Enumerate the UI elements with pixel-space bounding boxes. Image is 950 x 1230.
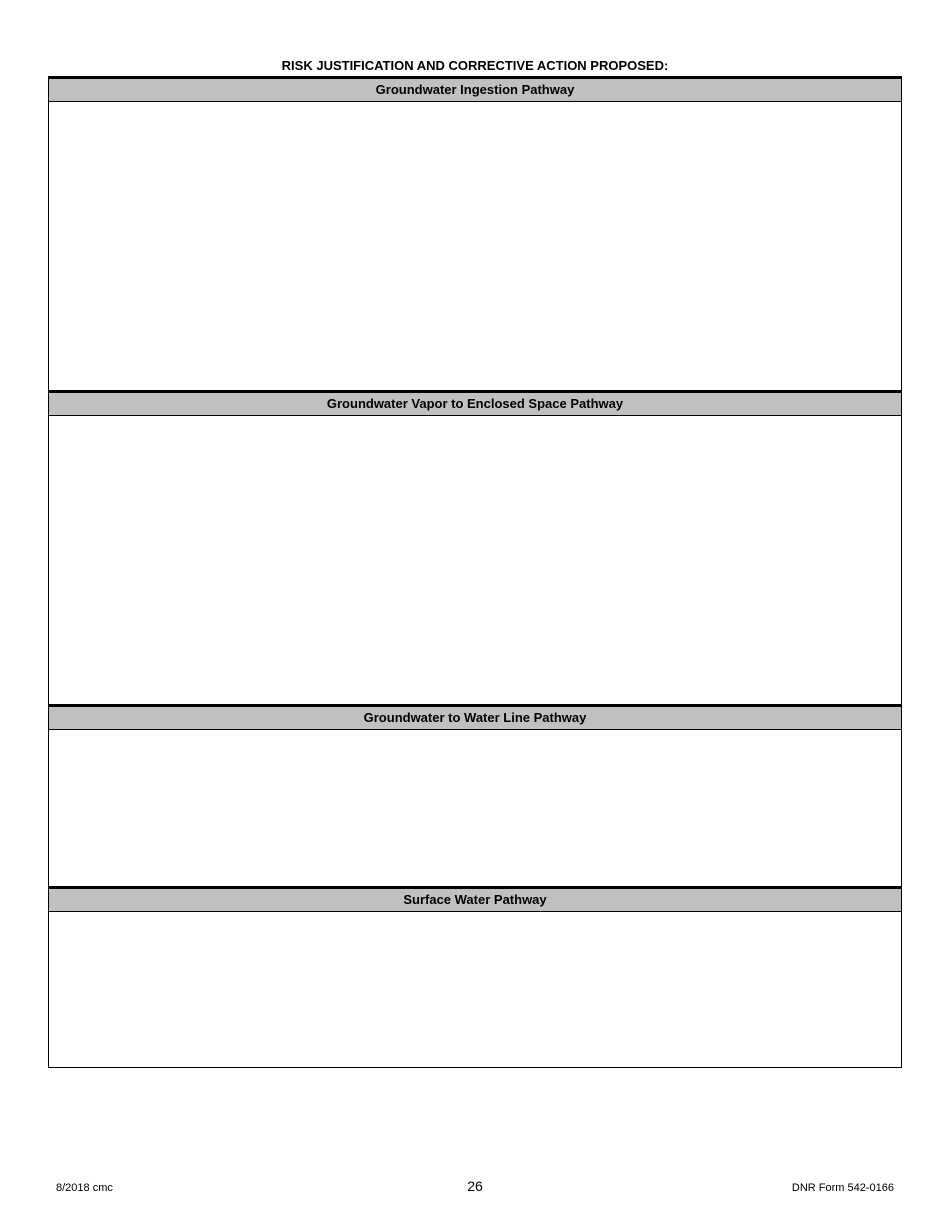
section-header-surface-water: Surface Water Pathway: [49, 886, 901, 912]
groundwater-ingestion-text-field[interactable]: [49, 102, 901, 390]
form-title: RISK JUSTIFICATION AND CORRECTIVE ACTION PROPOSED:: [281, 58, 669, 73]
section-groundwater-ingestion: [49, 76, 901, 390]
section-groundwater-vapor: [49, 390, 901, 704]
surface-water-text-field[interactable]: [49, 912, 901, 1067]
section-header-groundwater-water-line: Groundwater to Water Line Pathway: [49, 704, 901, 730]
section-header-groundwater-vapor: Groundwater Vapor to Enclosed Space Pathway: [49, 390, 901, 416]
groundwater-vapor-text-field[interactable]: [49, 416, 901, 704]
footer-revision: 8/2018 cmc: [56, 1182, 113, 1194]
section-header-groundwater-ingestion: Groundwater Ingestion Pathway: [49, 76, 901, 102]
section-groundwater-water-line: [49, 704, 901, 886]
footer-page-number: 26: [467, 1178, 483, 1194]
section-surface-water: [49, 886, 901, 1067]
groundwater-water-line-text-field[interactable]: [49, 730, 901, 886]
footer-form-number: DNR Form 542-0166: [791, 1182, 894, 1194]
risk-justification-table: [48, 76, 902, 1068]
